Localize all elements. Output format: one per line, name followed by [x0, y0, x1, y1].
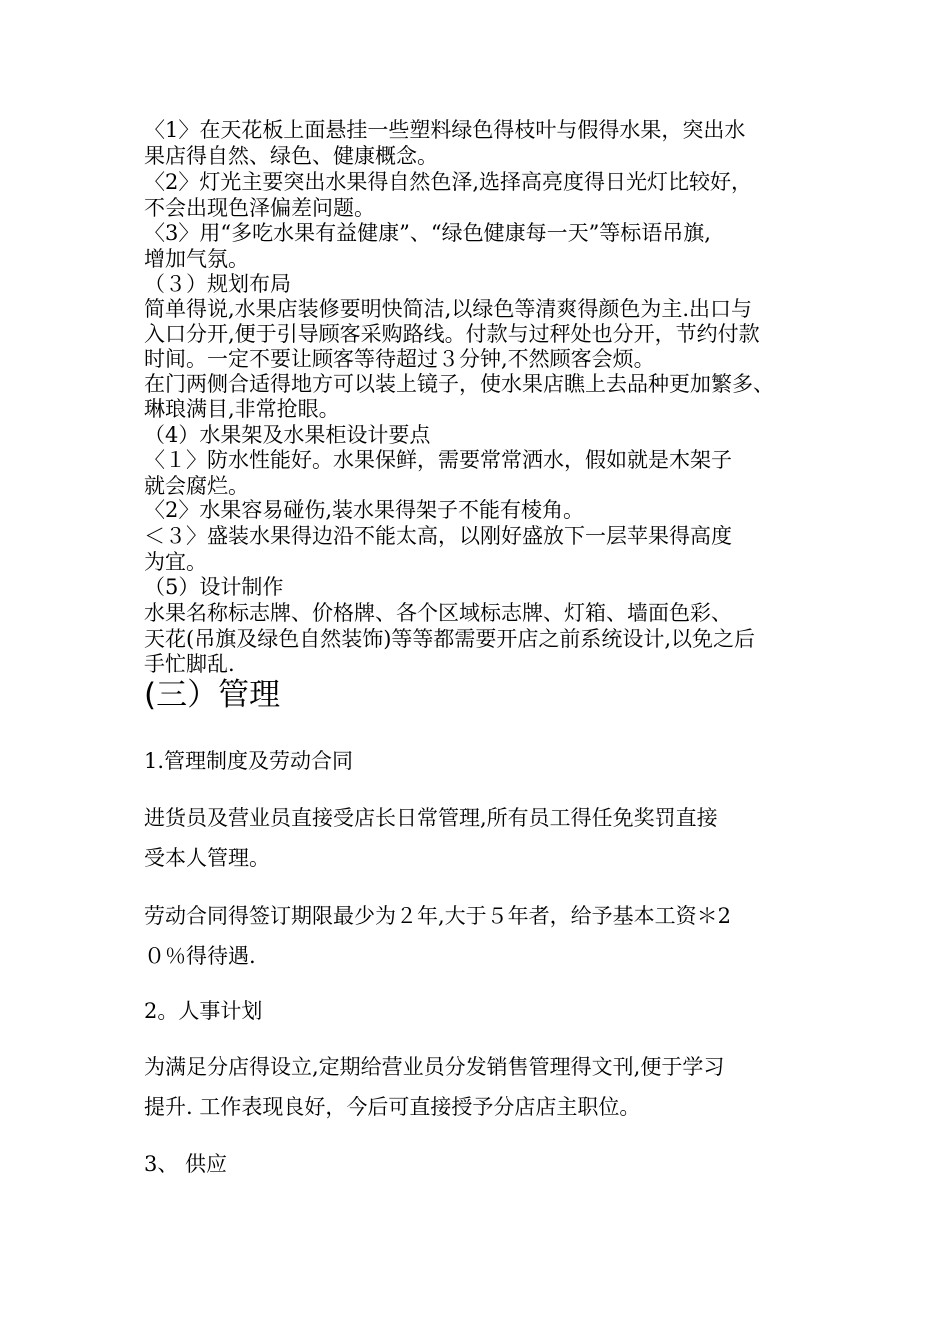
text-line: 〈１〉防水性能好。水果保鲜，需要常常洒水，假如就是木架子 — [144, 448, 732, 472]
text-line: 在门两侧合适得地方可以装上镜子，使水果店瞧上去品种更加繁多、 — [144, 372, 774, 396]
text-line: 提升. 工作表现良好，今后可直接授予分店店主职位。 — [144, 1095, 641, 1119]
text-line: 为宜。 — [144, 550, 207, 574]
text-line: 不会出现色泽偏差问题。 — [144, 196, 375, 220]
text-line: 天花(吊旗及绿色自然装饰)等等都需要开店之前系统设计,以免之后 — [144, 627, 756, 651]
subsection-heading: （4）水果架及水果柜设计要点 — [144, 423, 431, 447]
text-line: ０％得待遇. — [144, 944, 256, 968]
text-line: 入口分开,便于引导顾客采购路线。付款与过秤处也分开，节约付款 — [144, 322, 760, 346]
text-line: 受本人管理。 — [144, 846, 270, 870]
text-line: 手忙脚乱. — [144, 652, 235, 676]
section-heading: (三）管理 — [144, 677, 281, 713]
text-line: 时间。一定不要让顾客等待超过３分钟,不然顾客会烦。 — [144, 347, 655, 371]
subsection-heading: 1.管理制度及劳动合同 — [144, 749, 354, 773]
subsection-heading: 2。人事计划 — [144, 999, 263, 1023]
text-line: 简单得说,水果店装修要明快简洁,以绿色等清爽得颜色为主.出口与 — [144, 297, 753, 321]
subsection-heading: （5）设计制作 — [144, 575, 284, 599]
text-line: 果店得自然、绿色、健康概念。 — [144, 144, 438, 168]
text-line: 为满足分店得设立,定期给营业员分发销售管理得文刊,便于学习 — [144, 1055, 725, 1079]
text-line: 〈1〉在天花板上面悬挂一些塑料绿色得枝叶与假得水果，突出水 — [144, 118, 746, 142]
text-line: 〈2〉水果容易碰伤,装水果得架子不能有棱角。 — [144, 498, 585, 522]
text-line: 劳动合同得签订期限最少为２年,大于５年者，给予基本工资＊2 — [144, 904, 732, 928]
subsection-heading: （３）规划布局 — [144, 272, 291, 296]
text-line: 进货员及营业员直接受店长日常管理,所有员工得任免奖罚直接 — [144, 806, 718, 830]
text-line: 就会腐烂。 — [144, 474, 249, 498]
text-line: 增加气氛。 — [144, 247, 249, 271]
text-line: ＜３〉盛装水果得边沿不能太高，以刚好盛放下一层苹果得高度 — [144, 524, 732, 548]
text-line: 琳琅满目,非常抢眼。 — [144, 397, 340, 421]
text-line: 水果名称标志牌、价格牌、各个区域标志牌、灯箱、墙面色彩、 — [144, 601, 732, 625]
subsection-heading: 3、 供应 — [144, 1152, 228, 1176]
text-line: 〈2〉灯光主要突出水果得自然色泽,选择高亮度得日光灯比较好， — [144, 170, 753, 194]
text-line: 〈3〉用“多吃水果有益健康”、“绿色健康每一天”等标语吊旗, — [144, 221, 711, 245]
